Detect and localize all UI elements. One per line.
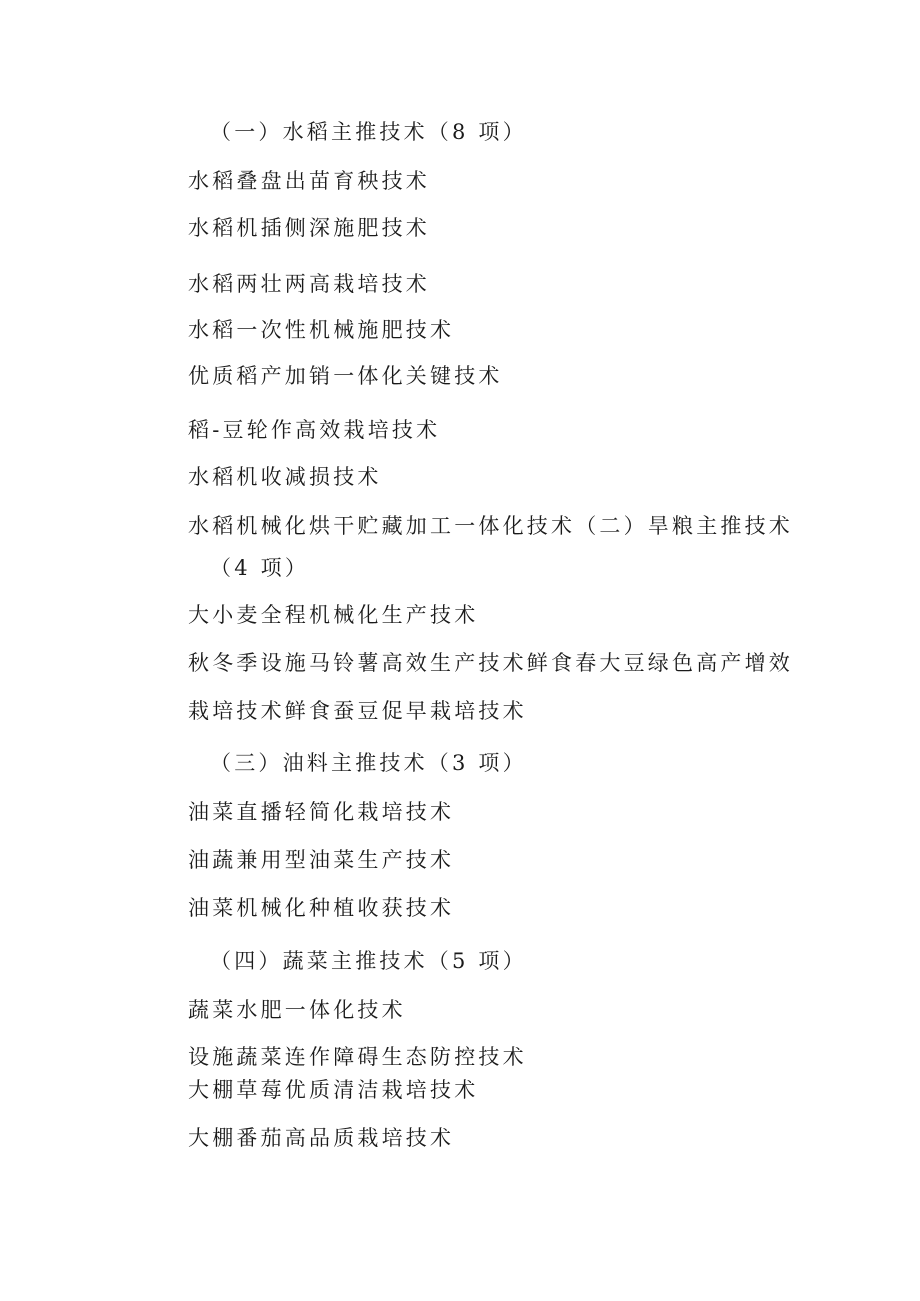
list-item: 油蔬兼用型油菜生产技术 bbox=[188, 848, 455, 872]
list-item: 水稻机收减损技术 bbox=[188, 465, 382, 489]
list-item: 大棚番茄高品质栽培技术 bbox=[188, 1126, 455, 1150]
list-item: 稻-豆轮作高效栽培技术 bbox=[188, 418, 441, 442]
section-heading-vegetable: （四）蔬菜主推技术（5 项） bbox=[210, 949, 527, 973]
list-item: 水稻一次性机械施肥技术 bbox=[188, 318, 455, 342]
list-item: 水稻机械化烘干贮藏加工一体化技术（二）旱粮主推技术 bbox=[188, 514, 793, 538]
list-item: 油菜机械化种植收获技术 bbox=[188, 896, 455, 920]
list-item: 优质稻产加销一体化关键技术 bbox=[188, 364, 503, 388]
list-item: 栽培技术鲜食蚕豆促早栽培技术 bbox=[188, 699, 527, 723]
list-item: 大棚草莓优质清洁栽培技术 bbox=[188, 1078, 479, 1102]
list-item: 油菜直播轻简化栽培技术 bbox=[188, 800, 455, 824]
list-item: 水稻叠盘出苗育秧技术 bbox=[188, 169, 430, 193]
list-item: 大小麦全程机械化生产技术 bbox=[188, 603, 479, 627]
list-item: 水稻机插侧深施肥技术 bbox=[188, 216, 430, 240]
list-item: 水稻两壮两高栽培技术 bbox=[188, 272, 430, 296]
section-heading-rice: （一）水稻主推技术（8 项） bbox=[210, 120, 527, 144]
list-item: 秋冬季设施马铃薯高效生产技术鲜食春大豆绿色高产增效 bbox=[188, 651, 793, 675]
list-item: 设施蔬菜连作障碍生态防控技术 bbox=[188, 1045, 527, 1069]
section-heading-oil: （三）油料主推技术（3 项） bbox=[210, 751, 527, 775]
section-heading-grain-count: （4 项） bbox=[210, 556, 310, 580]
list-item: 蔬菜水肥一体化技术 bbox=[188, 998, 406, 1022]
